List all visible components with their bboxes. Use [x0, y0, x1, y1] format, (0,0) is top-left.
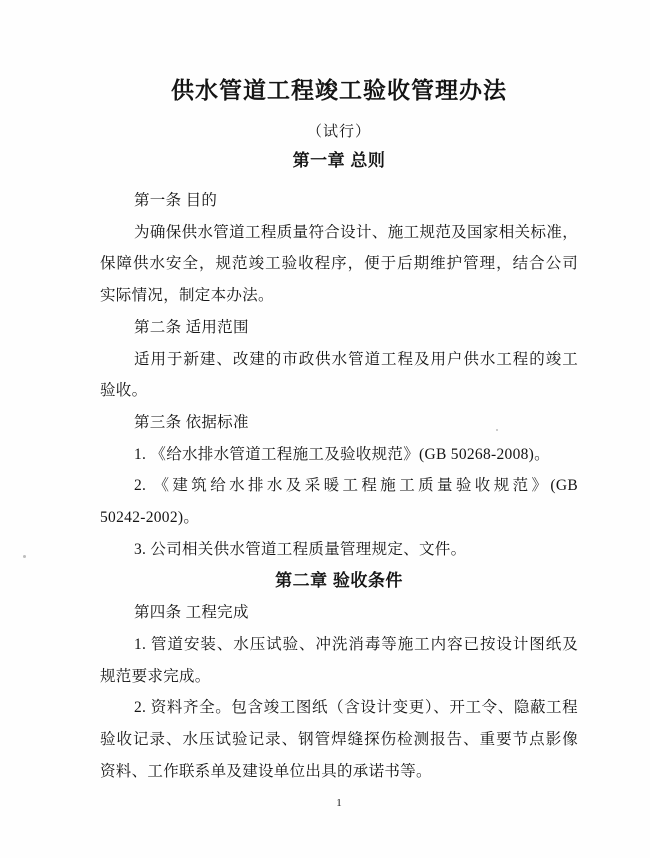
list-item-line: 规范要求完成。 — [100, 667, 211, 685]
document-body — [100, 185, 578, 787]
paragraph-line: 为确保供水管道工程质量符合设计、施工规范及国家相关标准， — [134, 223, 578, 241]
chapter-1-heading: 第一章 总则 — [292, 151, 386, 170]
page-number: 1 — [336, 797, 342, 809]
scan-artifact-speck — [496, 429, 498, 431]
list-item-line: 2. 《建筑给水排水及采暖工程施工质量验收规范》(GB — [134, 477, 578, 495]
list-item-line: 验收记录、水压试验记录、钢管焊缝探伤检测报告、重要节点影像 — [100, 730, 578, 748]
chapter-2-heading: 第二章 验收条件 — [275, 571, 403, 591]
paragraph-line: 保障供水安全，规范竣工验收程序，便于后期维护管理，结合公司 — [100, 255, 578, 273]
document-subtitle: （试行） — [306, 124, 371, 140]
article-2-heading-line: 第二条 适用范围 — [134, 318, 249, 336]
list-item-line: 1. 管道安装、水压试验、冲洗消毒等施工内容已按设计图纸及 — [134, 635, 578, 653]
paragraph-line: 实际情况，制定本办法。 — [100, 287, 274, 305]
list-item-line: 资料、工作联系单及建设单位出具的承诺书等。 — [100, 762, 432, 780]
paragraph-line: 适用于新建、改建的市政供水管道工程及用户供水工程的竣工 — [134, 350, 578, 368]
article-4-heading-line: 第四条 工程完成 — [134, 604, 249, 622]
list-item-line: 50242-2002)。 — [100, 509, 200, 527]
article-3-heading-line: 第三条 依据标准 — [134, 413, 249, 431]
list-item-line: 1. 《给水排水管道工程施工及验收规范》(GB 50268-2008)。 — [134, 445, 550, 463]
article-1-heading-line: 第一条 目的 — [134, 192, 218, 209]
document-title: 供水管道工程竣工验收管理办法 — [171, 78, 507, 103]
list-item-line: 2. 资料齐全。包含竣工图纸（含设计变更）、开工令、隐蔽工程 — [134, 699, 578, 717]
list-item-line: 3. 公司相关供水管道工程质量管理规定、文件。 — [134, 540, 467, 558]
paragraph-line: 验收。 — [100, 382, 148, 400]
scan-artifact-speck — [23, 555, 26, 558]
